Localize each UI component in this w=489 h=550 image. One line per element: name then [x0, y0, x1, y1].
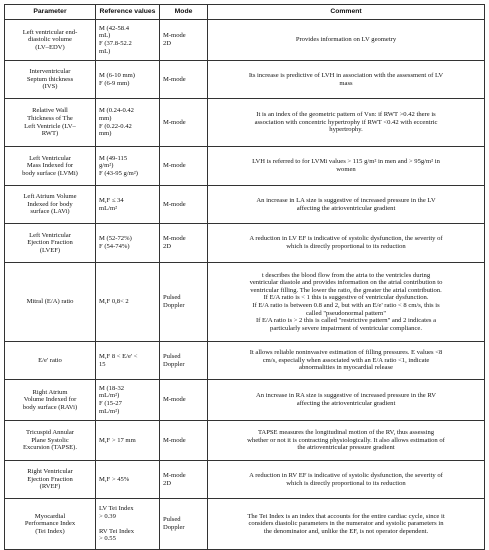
cell-reference-values: [96, 461, 160, 499]
cell-comment-line: An increase in LA size is suggestive of increased pressure in the LV: [256, 196, 436, 204]
cell-parameter-line: (IVS): [42, 83, 58, 91]
cell-mode: [160, 421, 208, 461]
cell-parameter-line: RWT): [41, 130, 59, 138]
cell-reference-values-line: 15: [99, 360, 106, 368]
cell-reference-values-line: M (42-58.4: [99, 24, 130, 32]
cell-comment: [208, 224, 485, 263]
cell-reference-values-line: mm): [99, 114, 112, 122]
cell-comment-line: called "pseudonormal pattern": [305, 309, 387, 317]
cell-mode: [160, 380, 208, 421]
cell-reference-values-line: M,F ≤ 34: [99, 196, 124, 204]
cell-parameter-line: Left Ventricle (LV–: [24, 122, 76, 130]
cell-parameter-line: Excursion (TAPSE).: [22, 444, 78, 452]
cell-mode: [160, 224, 208, 263]
cell-comment-line: women: [336, 166, 356, 173]
cell-reference-values-line: mL/m²): [99, 407, 120, 415]
cell-reference-values-line: mm): [99, 130, 112, 138]
cell-mode-line: M-mode: [163, 32, 186, 40]
cell-mode-line: M-mode: [163, 471, 186, 479]
cell-reference-values-line: F (54-74%): [99, 243, 130, 250]
cell-parameter-line: E/e' ratio: [38, 356, 62, 364]
cell-mode-line: M-mode: [163, 436, 186, 444]
table-row: [5, 380, 485, 421]
table-body: [5, 20, 485, 550]
cell-parameter-line: Right Ventricular: [27, 468, 73, 476]
cell-parameter-line: diastolic volume: [28, 36, 72, 44]
cell-reference-values-line: mL/m²): [99, 392, 120, 400]
cell-parameter-line: Myocardial: [34, 512, 66, 520]
cell-parameter-line: surface (LAVi): [30, 208, 70, 216]
table-row: [5, 263, 485, 342]
cell-parameter-line: Interventricular: [29, 68, 71, 76]
cell-comment: [208, 499, 485, 550]
cell-reference-values-line: M,F 8 < E/e' <: [99, 352, 138, 360]
cell-parameter: [5, 224, 96, 263]
cell-parameter-line: Right Atrium: [32, 388, 68, 396]
cell-comment-line: the denominator and, unlike the EF, is not operator dependent.: [263, 527, 429, 535]
cell-parameter: [5, 263, 96, 342]
cell-comment-line: association with concentric hypertrophy if RWT <0.42 with eccentric: [254, 118, 438, 126]
cell-reference-values-line: g/m²): [99, 162, 114, 170]
cell-parameter-line: (Tei Index): [35, 527, 65, 535]
cell-reference-values: [96, 421, 160, 461]
cell-mode: [160, 461, 208, 499]
cell-mode: [160, 99, 208, 147]
cell-comment-line: particularly severe impairment of ventricular compliance.: [270, 324, 422, 332]
cell-comment-line: It is an index of the geometric pattern of Vsn: if RWT >0.42 there is: [256, 111, 436, 119]
cell-mode: [160, 499, 208, 550]
cell-reference-values: [96, 99, 160, 147]
cell-comment-line: cm/s, especially when associated with an E/A ratio <1, indicate: [262, 356, 430, 364]
cell-reference-values: [96, 380, 160, 421]
cell-comment-line: If E/A ratio is > 2 this is called "restrictive pattern" and 2 indicates a: [255, 317, 437, 325]
cell-mode-line: 2D: [163, 243, 172, 250]
reference-values-table: [4, 4, 485, 550]
table-row: [5, 20, 485, 61]
header-reference-values: Reference values: [96, 5, 160, 20]
cell-mode-line: Doppler: [163, 360, 185, 368]
cell-reference-values-line: F (0.22-0.42: [99, 122, 132, 130]
cell-parameter-line: body surface (LVMi): [22, 169, 78, 177]
cell-reference-values: [96, 499, 160, 550]
cell-mode-line: Doppler: [163, 302, 185, 309]
cell-parameter-line: body surface (RAVi): [22, 403, 78, 411]
cell-comment-line: the atrioventricular pressure gradient: [297, 444, 395, 452]
cell-comment-line: Provides information on LV geometry: [295, 36, 397, 44]
cell-reference-values-line: M (6-10 mm): [99, 71, 135, 79]
cell-parameter: [5, 342, 96, 380]
cell-reference-values-line: mL/m²: [99, 204, 118, 212]
cell-mode-line: Doppler: [163, 524, 185, 531]
cell-comment-line: affecting the atrioventricular gradient: [296, 400, 396, 407]
cell-reference-values-line: F (37.8-52.2: [99, 40, 132, 47]
cell-mode: [160, 147, 208, 186]
cell-reference-values-line: F (6-9 mm): [99, 79, 130, 87]
cell-parameter-line: (RVEF): [39, 483, 61, 491]
reference-values-table-container: [4, 4, 484, 550]
cell-comment-line: It allows reliable noninvasive estimation of filling pressures. E values <8: [249, 349, 443, 357]
cell-parameter: [5, 461, 96, 499]
cell-reference-values: [96, 342, 160, 380]
cell-comment: [208, 61, 485, 99]
cell-reference-values-line: mL): [99, 32, 111, 40]
cell-reference-values-line: F (15-27: [99, 400, 122, 407]
cell-parameter-line: Indexed for body: [27, 200, 73, 208]
cell-comment-line: mass: [339, 79, 353, 87]
cell-parameter-line: Left Atrium Volume: [23, 193, 77, 201]
cell-reference-values-line: mL): [99, 47, 111, 55]
cell-comment-line: If E/A ratio is < 1 this is suggestive of ventricular dysfunction.: [263, 294, 429, 302]
cell-reference-values: [96, 263, 160, 342]
cell-comment-line: t describes the blood flow from the atria to the ventricles during: [261, 271, 431, 279]
cell-mode-line: M-mode: [163, 200, 186, 208]
cell-reference-values-line: M,F 0,8< 2: [99, 298, 129, 306]
cell-reference-values-line: > 0.55: [99, 535, 116, 543]
cell-comment: [208, 461, 485, 499]
cell-parameter: [5, 421, 96, 461]
table-row: [5, 186, 485, 224]
table-row: [5, 147, 485, 186]
header-parameter: Parameter: [5, 5, 96, 20]
cell-mode: [160, 263, 208, 342]
cell-parameter-line: Performance Index: [24, 520, 76, 528]
cell-parameter-line: Ejection Fraction: [27, 239, 73, 247]
cell-reference-values-line: M (18-32: [99, 384, 125, 392]
cell-reference-values-line: M,F > 45%: [99, 475, 130, 483]
cell-comment-line: If E/A ratio is between 0.8 and 2, but with an E/e' ratio < 8 cm/s, this is: [252, 302, 440, 309]
cell-mode: [160, 186, 208, 224]
cell-comment: [208, 20, 485, 61]
cell-parameter: [5, 99, 96, 147]
cell-comment-line: which is directly proportional to its reduction: [286, 243, 406, 250]
table-row: [5, 499, 485, 550]
cell-reference-values: [96, 224, 160, 263]
cell-comment-line: which is directly proportional to its reduction: [286, 479, 406, 487]
cell-comment-line: An increase in RA size is suggestive of increased pressure in the RV: [255, 392, 437, 400]
cell-comment: [208, 99, 485, 147]
header-mode: Mode: [160, 5, 208, 20]
cell-parameter: [5, 61, 96, 99]
cell-comment-line: Its increase is predictive of LVH in association with the assessment of LV: [248, 71, 444, 79]
cell-comment: [208, 186, 485, 224]
cell-mode-line: Pulsed: [163, 516, 181, 524]
cell-reference-values: [96, 20, 160, 61]
cell-comment-line: ventricular filling. The lower the ratio, the greater the atrial contribution.: [250, 286, 442, 294]
table-row: [5, 461, 485, 499]
cell-parameter: [5, 380, 96, 421]
cell-mode: [160, 342, 208, 380]
cell-reference-values-line: [99, 520, 157, 528]
cell-reference-values: [96, 61, 160, 99]
cell-comment: [208, 380, 485, 421]
cell-parameter-line: (LVEF): [39, 246, 61, 254]
table-row: [5, 61, 485, 99]
cell-parameter-line: Left Ventricular: [29, 154, 71, 162]
cell-parameter: [5, 20, 96, 61]
cell-mode: [160, 20, 208, 61]
cell-parameter-line: Relative Wall: [32, 107, 68, 115]
cell-reference-values-line: > 0.39: [99, 512, 116, 520]
cell-comment-line: A reduction in LV EF is indicative of systolic dysfunction, the severity of: [249, 235, 443, 243]
cell-reference-values-line: F (43-95 g/m²): [99, 169, 138, 177]
cell-mode-line: Pulsed: [163, 294, 181, 302]
cell-reference-values-line: M (49-115: [99, 154, 128, 162]
cell-mode-line: M-mode: [163, 75, 186, 83]
table-row: [5, 99, 485, 147]
table-row: [5, 224, 485, 263]
cell-comment-line: The Tei Index is an index that accounts for the entire cardiac cycle, since it: [247, 512, 445, 520]
cell-comment-line: TAPSE measures the longitudinal motion of the RV, thus assessing: [257, 429, 435, 437]
cell-comment: [208, 263, 485, 342]
cell-parameter-line: Left ventricular end-: [22, 28, 78, 36]
cell-reference-values-line: M,F > 17 mm: [99, 436, 136, 444]
cell-parameter-line: Thickness of The: [27, 114, 73, 122]
cell-reference-values-line: M (52-72%): [99, 235, 132, 243]
cell-parameter-line: Septum thickness: [26, 75, 74, 83]
cell-comment-line: whether or not it is contracting physiologically. It also allows estimation of: [247, 436, 445, 444]
cell-mode-line: 2D: [163, 479, 172, 487]
cell-reference-values-line: M (0.24-0.42: [99, 107, 134, 115]
cell-parameter-line: Plane Systolic: [31, 436, 69, 444]
cell-parameter-line: Mitral (E/A) ratio: [26, 298, 74, 306]
cell-comment: [208, 421, 485, 461]
cell-reference-values-line: LV Tei Index: [99, 505, 134, 513]
cell-mode-line: 2D: [163, 40, 172, 47]
cell-comment-line: affecting the atrioventricular gradient: [296, 204, 396, 212]
cell-comment-line: LVH is referred to for LVMi values > 115 g/m² in men and > 95g/m² in: [252, 158, 440, 166]
cell-comment: [208, 342, 485, 380]
cell-mode-line: M-mode: [163, 235, 186, 243]
cell-parameter-line: Mass Indexed for: [26, 162, 74, 170]
cell-mode-line: M-mode: [163, 118, 186, 126]
cell-mode-line: Pulsed: [163, 352, 181, 360]
cell-mode-line: M-mode: [163, 162, 186, 170]
cell-comment-line: abnormalities in myocardial release: [299, 364, 393, 372]
cell-parameter: [5, 499, 96, 550]
cell-parameter: [5, 186, 96, 224]
cell-reference-values: [96, 186, 160, 224]
cell-reference-values: [96, 147, 160, 186]
table-header-row: [5, 5, 485, 20]
cell-comment-line: ventricular diastole and provides information on the atrial contribution to: [249, 279, 443, 287]
table-row: [5, 421, 485, 461]
cell-parameter: [5, 147, 96, 186]
cell-parameter-line: (LV–EDV): [35, 43, 65, 51]
cell-parameter-line: Left Ventricular: [29, 231, 71, 239]
cell-comment-line: considers diastolic parameters in the numerator and systolic parameters in: [248, 520, 444, 528]
cell-comment-line: A reduction in RV EF is indicative of systolic dysfunction, the severity of: [249, 471, 443, 479]
cell-mode: [160, 61, 208, 99]
cell-mode-line: M-mode: [163, 396, 186, 404]
cell-comment-line: hypertrophy.: [329, 126, 363, 134]
cell-parameter-line: Ejection Fraction: [27, 475, 73, 483]
cell-comment: [208, 147, 485, 186]
cell-reference-values-line: RV Tei Index: [99, 527, 135, 535]
table-row: [5, 342, 485, 380]
cell-parameter-line: Tricuspid Annular: [26, 429, 74, 437]
cell-parameter-line: Volume Indexed for: [23, 396, 77, 404]
header-comment: Comment: [208, 5, 485, 20]
